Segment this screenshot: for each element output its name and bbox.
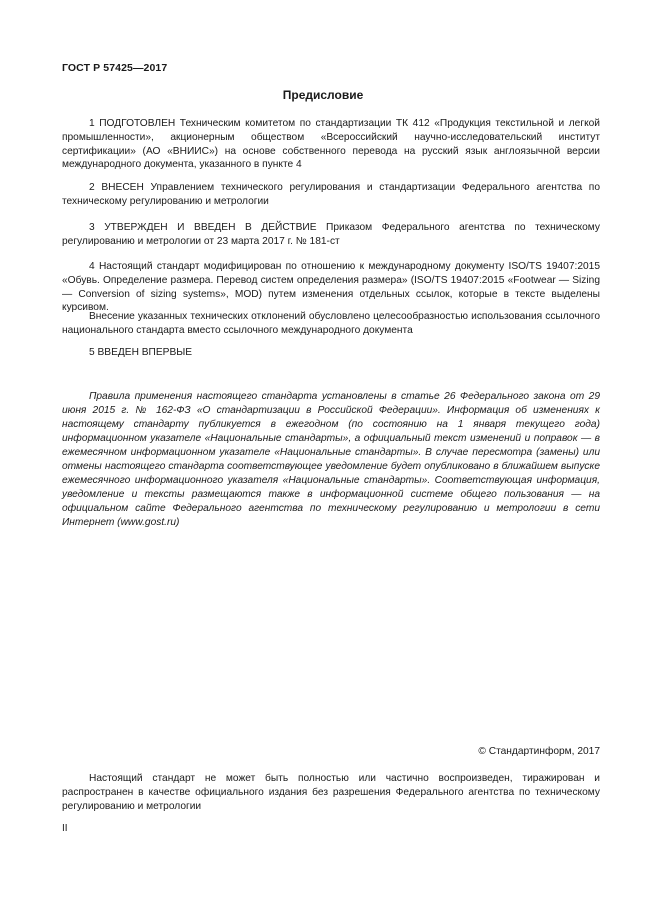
application-rules-notice bbox=[62, 390, 600, 530]
foreword-paragraph-5 bbox=[62, 346, 600, 360]
foreword-paragraph-4-continued bbox=[62, 310, 600, 338]
reproduction-notice bbox=[62, 772, 600, 813]
foreword-paragraph-2 bbox=[62, 181, 600, 209]
foreword-paragraph-1 bbox=[62, 117, 600, 172]
paragraph-text: 2 ВНЕСЕН Управлением технического регулирования и стандартизации Федерального агентства по техническому регулированию и метрологии bbox=[62, 182, 600, 207]
paragraph-text: 1 ПОДГОТОВЛЕН Техническим комитетом по стандартизации ТК 412 «Продукция текстильной и легкой промышленности», акционерным обществом «Всероссийский научно-исследовательский институт сертификации» (АО «ВНИИС») на основе собственного перевода на русский язык англоязычной версии международного документа, указанного в пункте 4 bbox=[62, 118, 600, 171]
paragraph-text: 5 ВВЕДЕН ВПЕРВЫЕ bbox=[89, 347, 193, 358]
notice-text: Правила применения настоящего стандарта установлены в статье 26 Федерального закона от 29 июня 2015 г. № 162-ФЗ «О стандартизации в Российской Федерации». Информация об изменениях к настоящему стандарту публикуется в ежегодном (по состоянию на 1 января текущего года) информационном указателе «Национальные стандарты», а официальный текст изменений и поправок — в ежемесячном информационном указателе «Национальные стандарты». В случае пересмотра (замены) или отмены настоящего стандарта соответствующее уведомление будет опубликовано в ближайшем выпуске ежемесячного информационного указателя «Национальные стандарты». Соответствующая информация, уведомление и тексты размещаются также в информационной системе общего пользования — на официальном сайте Федерального агентства по техническому регулированию и метрологии в сети Интернет (www.gost.ru) bbox=[62, 391, 600, 528]
page-number: II bbox=[62, 823, 68, 834]
copyright-line: © Стандартинформ, 2017 bbox=[478, 746, 600, 757]
standard-code-header: ГОСТ Р 57425—2017 bbox=[62, 62, 168, 74]
paragraph-text: 4 Настоящий стандарт модифицирован по отношению к международному документу ISO/TS 19407:2015 «Обувь. Определение размера. Перевод систем определения размера» (ISO/TS 19407:2015 «Footwear — Sizing — Conversion of sizing systems», MOD) путем изменения отдельных ссылок, которые в тексте выделены курсивом. bbox=[62, 261, 600, 314]
page-title: Предисловие bbox=[282, 88, 364, 102]
notice-text: Настоящий стандарт не может быть полностью или частично воспроизведен, тиражирован и распространен в качестве официального издания без разрешения Федерального агентства по техническому регулированию и метрологии bbox=[62, 773, 600, 812]
paragraph-text: 3 УТВЕРЖДЕН И ВВЕДЕН В ДЕЙСТВИЕ Приказом Федерального агентства по техническому регулированию и метрологии от 23 марта 2017 г. № 181-ст bbox=[62, 222, 600, 247]
foreword-paragraph-4 bbox=[62, 260, 600, 315]
foreword-paragraph-3 bbox=[62, 221, 600, 249]
paragraph-text: Внесение указанных технических отклонений обусловлено целесообразностью использования ссылочного национального стандарта вместо ссылочного международного документа bbox=[62, 311, 600, 336]
